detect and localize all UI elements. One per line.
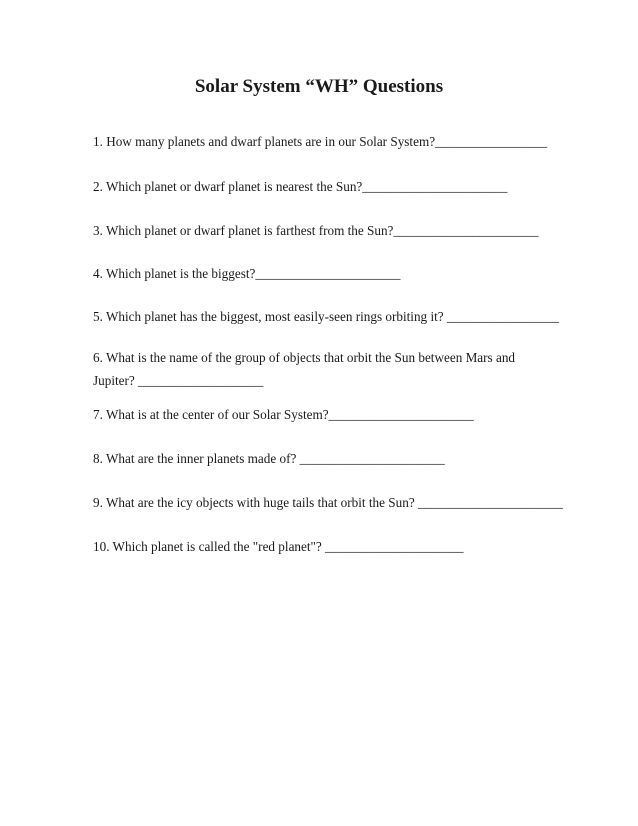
question-8: 8. What are the inner planets made of? ______________________	[93, 451, 445, 466]
question-6: 6. What is the name of the group of objects that orbit the Sun between Mars and Jupiter? ___________________	[93, 350, 516, 388]
question-9: 9. What are the icy objects with huge tails that orbit the Sun? ______________________	[93, 495, 564, 510]
question-4: 4. Which planet is the biggest?______________________	[93, 266, 401, 281]
question-3: 3. Which planet or dwarf planet is farthest from the Sun?______________________	[93, 223, 539, 238]
question-2: 2. Which planet or dwarf planet is nearest the Sun?______________________	[93, 179, 508, 194]
question-7: 7. What is at the center of our Solar System?______________________	[93, 407, 474, 422]
question-10: 10. Which planet is called the "red planet"? _____________________	[93, 539, 464, 554]
question-1: 1. How many planets and dwarf planets are in our Solar System?_________________	[93, 134, 548, 149]
question-5: 5. Which planet has the biggest, most easily-seen rings orbiting it? _________________	[93, 309, 560, 324]
worksheet-title: Solar System “WH” Questions	[194, 76, 444, 97]
